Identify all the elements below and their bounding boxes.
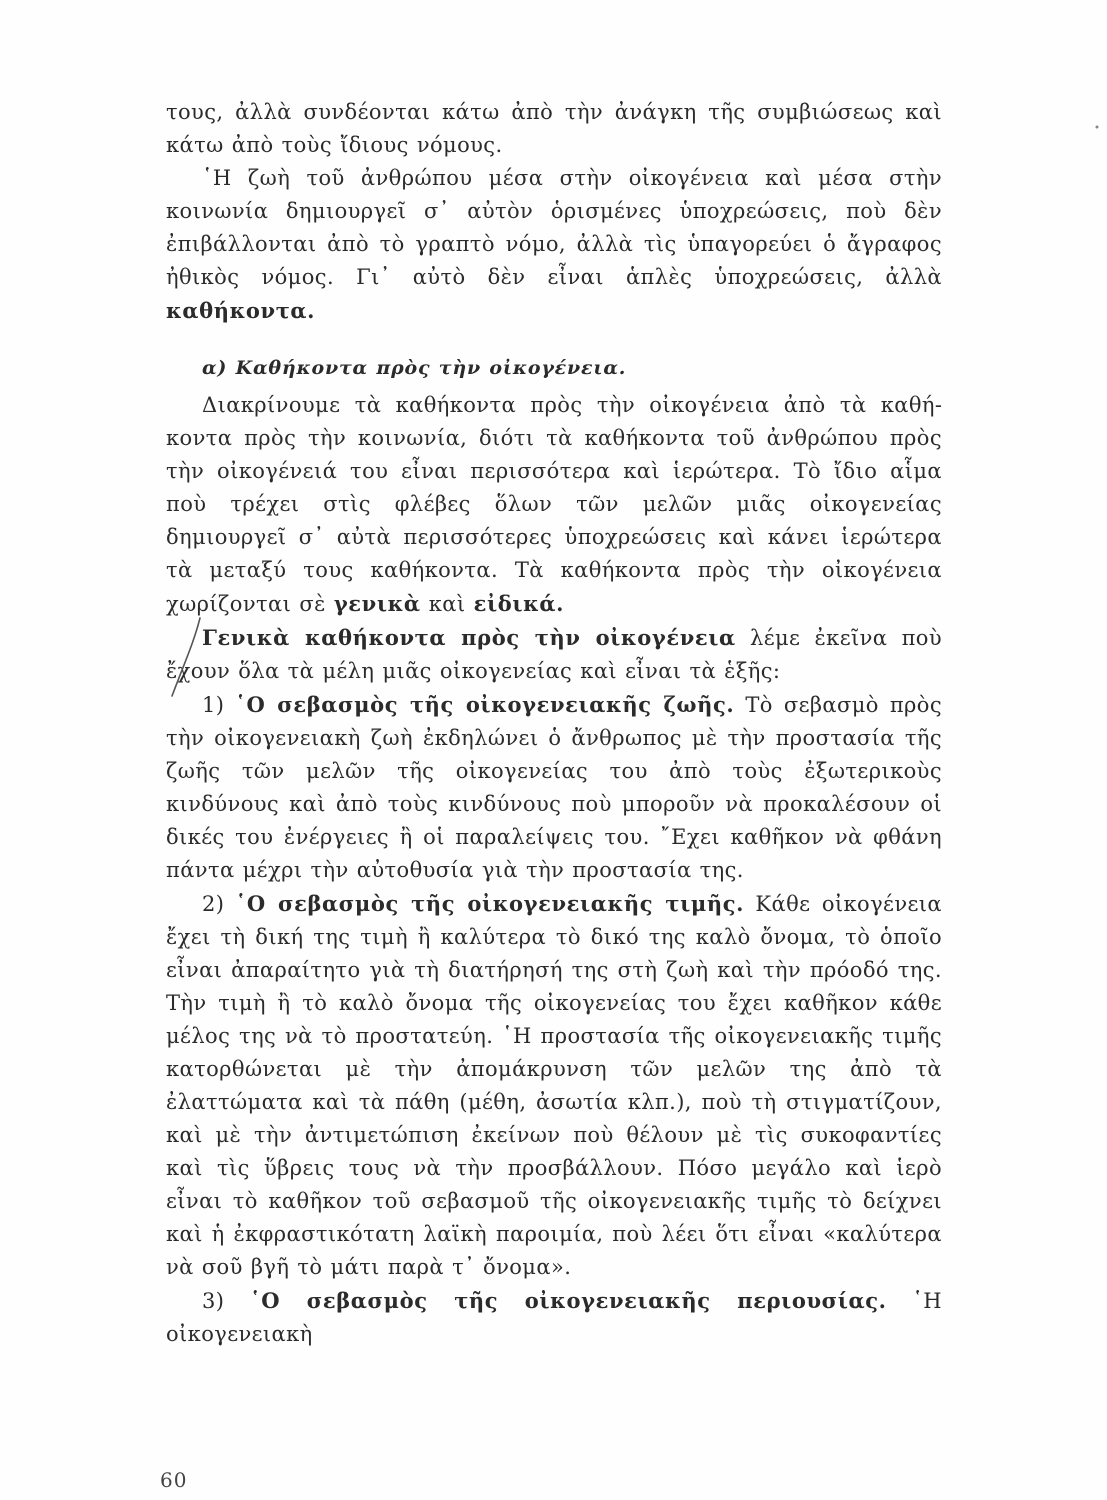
bold-term-duties: καθήκοντα. xyxy=(166,298,316,323)
list-number: 1) xyxy=(202,693,236,717)
list-item-family-honor xyxy=(166,887,942,1284)
paragraph-text: καὶ xyxy=(420,592,474,616)
bold-term-general: γενικὰ xyxy=(333,591,421,616)
paragraph-text: ῾Η οἰκογενειακὴ xyxy=(166,1289,942,1346)
list-item-title: ῾Ο σεβασμὸς τῆς οἰκογενειακῆς περιουσίας. xyxy=(250,1288,887,1313)
list-number: 2) xyxy=(202,892,236,916)
paragraph-family-duties xyxy=(166,389,942,621)
paragraph-general-duties xyxy=(166,621,942,688)
handwritten-pen-mark xyxy=(160,612,220,702)
bold-term-specific: εἰδικά. xyxy=(473,591,565,616)
paragraph-text: ῾Η ζωὴ τοῦ ἀνθρώπου μέσα στὴν οἰκογένεια καὶ μέσα στὴν κοινωνία δημιουργεῖ σ᾽ αὐτὸν ὁρισμένες ὑποχρεώσεις, ποὺ δὲν ἐπιβάλλονται ἀπὸ τὸ γραπτὸ νόμο, ἀλλὰ τὶς ὑπαγορεύει ὁ ἄγραφος ἠθικὸς νόμος. Γι᾽ αὐτὸ δὲν εἶναι ἁπλὲς ὑποχρεώσεις, ἀλλὰ xyxy=(166,166,942,289)
list-item-family-property xyxy=(166,1284,942,1351)
paragraph-text: Κάθε οἰκογένεια ἔχει τὴ δική της τιμὴ ἢ καλύτερα τὸ δικό της καλὸ ὄνομα, τὸ ὁποῖο εἶναι ἀπαραίτητο γιὰ τὴ διατήρησή της στὴ ζωὴ καὶ τὴν πρόοδό της. Τὴν τιμὴ ἢ τὸ καλὸ ὄνομα τῆς οἰκογενείας του ἔχει καθῆκον κάθε μέλος της νὰ τὸ προστατεύη. ῾Η προστασία τῆς οἰκογενειακῆς τιμῆς κατορθώνεται μὲ τὴν ἀπομάκρυνση τῶν μελῶν της ἀπὸ τὰ ἐλαττώματα καὶ τὰ πάθη (μέθη, ἀσωτία κλπ.), ποὺ τὴ στιγματίζουν, καὶ μὲ τὴν ἀντιμετώπιση ἐκείνων ποὺ θέλουν μὲ τὶς συκοφαντίες καὶ τὶς ὕβρεις τους νὰ τὴν προσβάλλουν. Πόσο μεγάλο καὶ ἱερὸ εἶναι τὸ καθῆκον τοῦ σεβασμοῦ τῆς οἰκογενειακῆς τιμῆς τὸ δείχνει καὶ ἡ ἐκφραστικότατη λαϊκὴ παροιμία, ποὺ λέει ὅτι εἶναι «καλύτερα νὰ σοῦ βγῆ τὸ μάτι παρὰ τ᾽ ὄνομα». xyxy=(166,892,942,1279)
list-item-title: ῾Ο σεβασμὸς τῆς οἰκογενειακῆς ζωῆς. xyxy=(235,692,735,717)
paragraph-text: Τὸ σεβασμὸ πρὸς τὴν οἰκογενειακὴ ζωὴ ἐκδηλώνει ὁ ἄνθρωπος μὲ τὴν προστασία τῆς ζωῆς τῶν μελῶν τῆς οἰκογενείας του ἀπὸ τοὺς ἐξωτερικοὺς κινδύνους καὶ ἀπὸ τοὺς κινδύνους ποὺ μποροῦν νὰ προκαλέσουν οἱ δικές του ἐνέργειες ἢ οἱ παραλείψεις του. ῎Εχει καθῆκον νὰ φθάνη πάντα μέχρι τὴν αὐτοθυσία γιὰ τὴν προστασία της. xyxy=(166,693,942,882)
paragraph-duties-intro xyxy=(166,162,942,328)
bold-term-general-duties: Γενικὰ καθήκοντα πρὸς τὴν οἰκογένεια xyxy=(202,625,736,650)
section-heading: α) Καθήκοντα πρὸς τὴν οἰκογένεια. xyxy=(202,357,627,379)
page-number: 60 xyxy=(160,1468,188,1492)
paragraph-text: Διακρίνουμε τὰ καθήκοντα πρὸς τὴν οἰκογένεια ἀπὸ τὰ καθήκοντα πρὸς τὴν κοινωνία, διότι τὰ καθήκοντα τοῦ ἀνθρώπου πρὸς τὴν οἰκογένειά του εἶναι περισσότερα καὶ ἱερώτερα. Τὸ ἴδιο αἷμα ποὺ τρέχει στὶς φλέβες ὅλων τῶν μελῶν μιᾶς οἰκογενείας δημιουργεῖ σ᾽ αὐτὰ περισσότερες ὑποχρεώσεις καὶ κάνει ἱερώτερα τὰ μεταξύ τους καθήκοντα. Τὰ καθήκοντα πρὸς τὴν οἰκογένεια χωρίζονται σὲ xyxy=(166,393,942,616)
body-text xyxy=(166,96,942,1351)
scan-speck xyxy=(1094,124,1100,130)
list-item-family-life xyxy=(166,688,942,887)
list-number: 3) xyxy=(202,1289,251,1313)
paragraph-text: λέμε ἐκεῖνα ποὺ ἔχουν ὅλα τὰ μέλη μιᾶς οἰκογενείας καὶ εἶναι τὰ ἑξῆς: xyxy=(166,626,942,683)
paragraph-continuation xyxy=(166,96,942,162)
paragraph-text: τους, ἀλλὰ συνδέονται κάτω ἀπὸ τὴν ἀνάγκη τῆς συμβιώσεως καὶ κάτω ἀπὸ τοὺς ἴδιους νόμους. xyxy=(166,100,942,157)
list-item-title: ῾Ο σεβασμὸς τῆς οἰκογενειακῆς τιμῆς. xyxy=(235,891,745,916)
